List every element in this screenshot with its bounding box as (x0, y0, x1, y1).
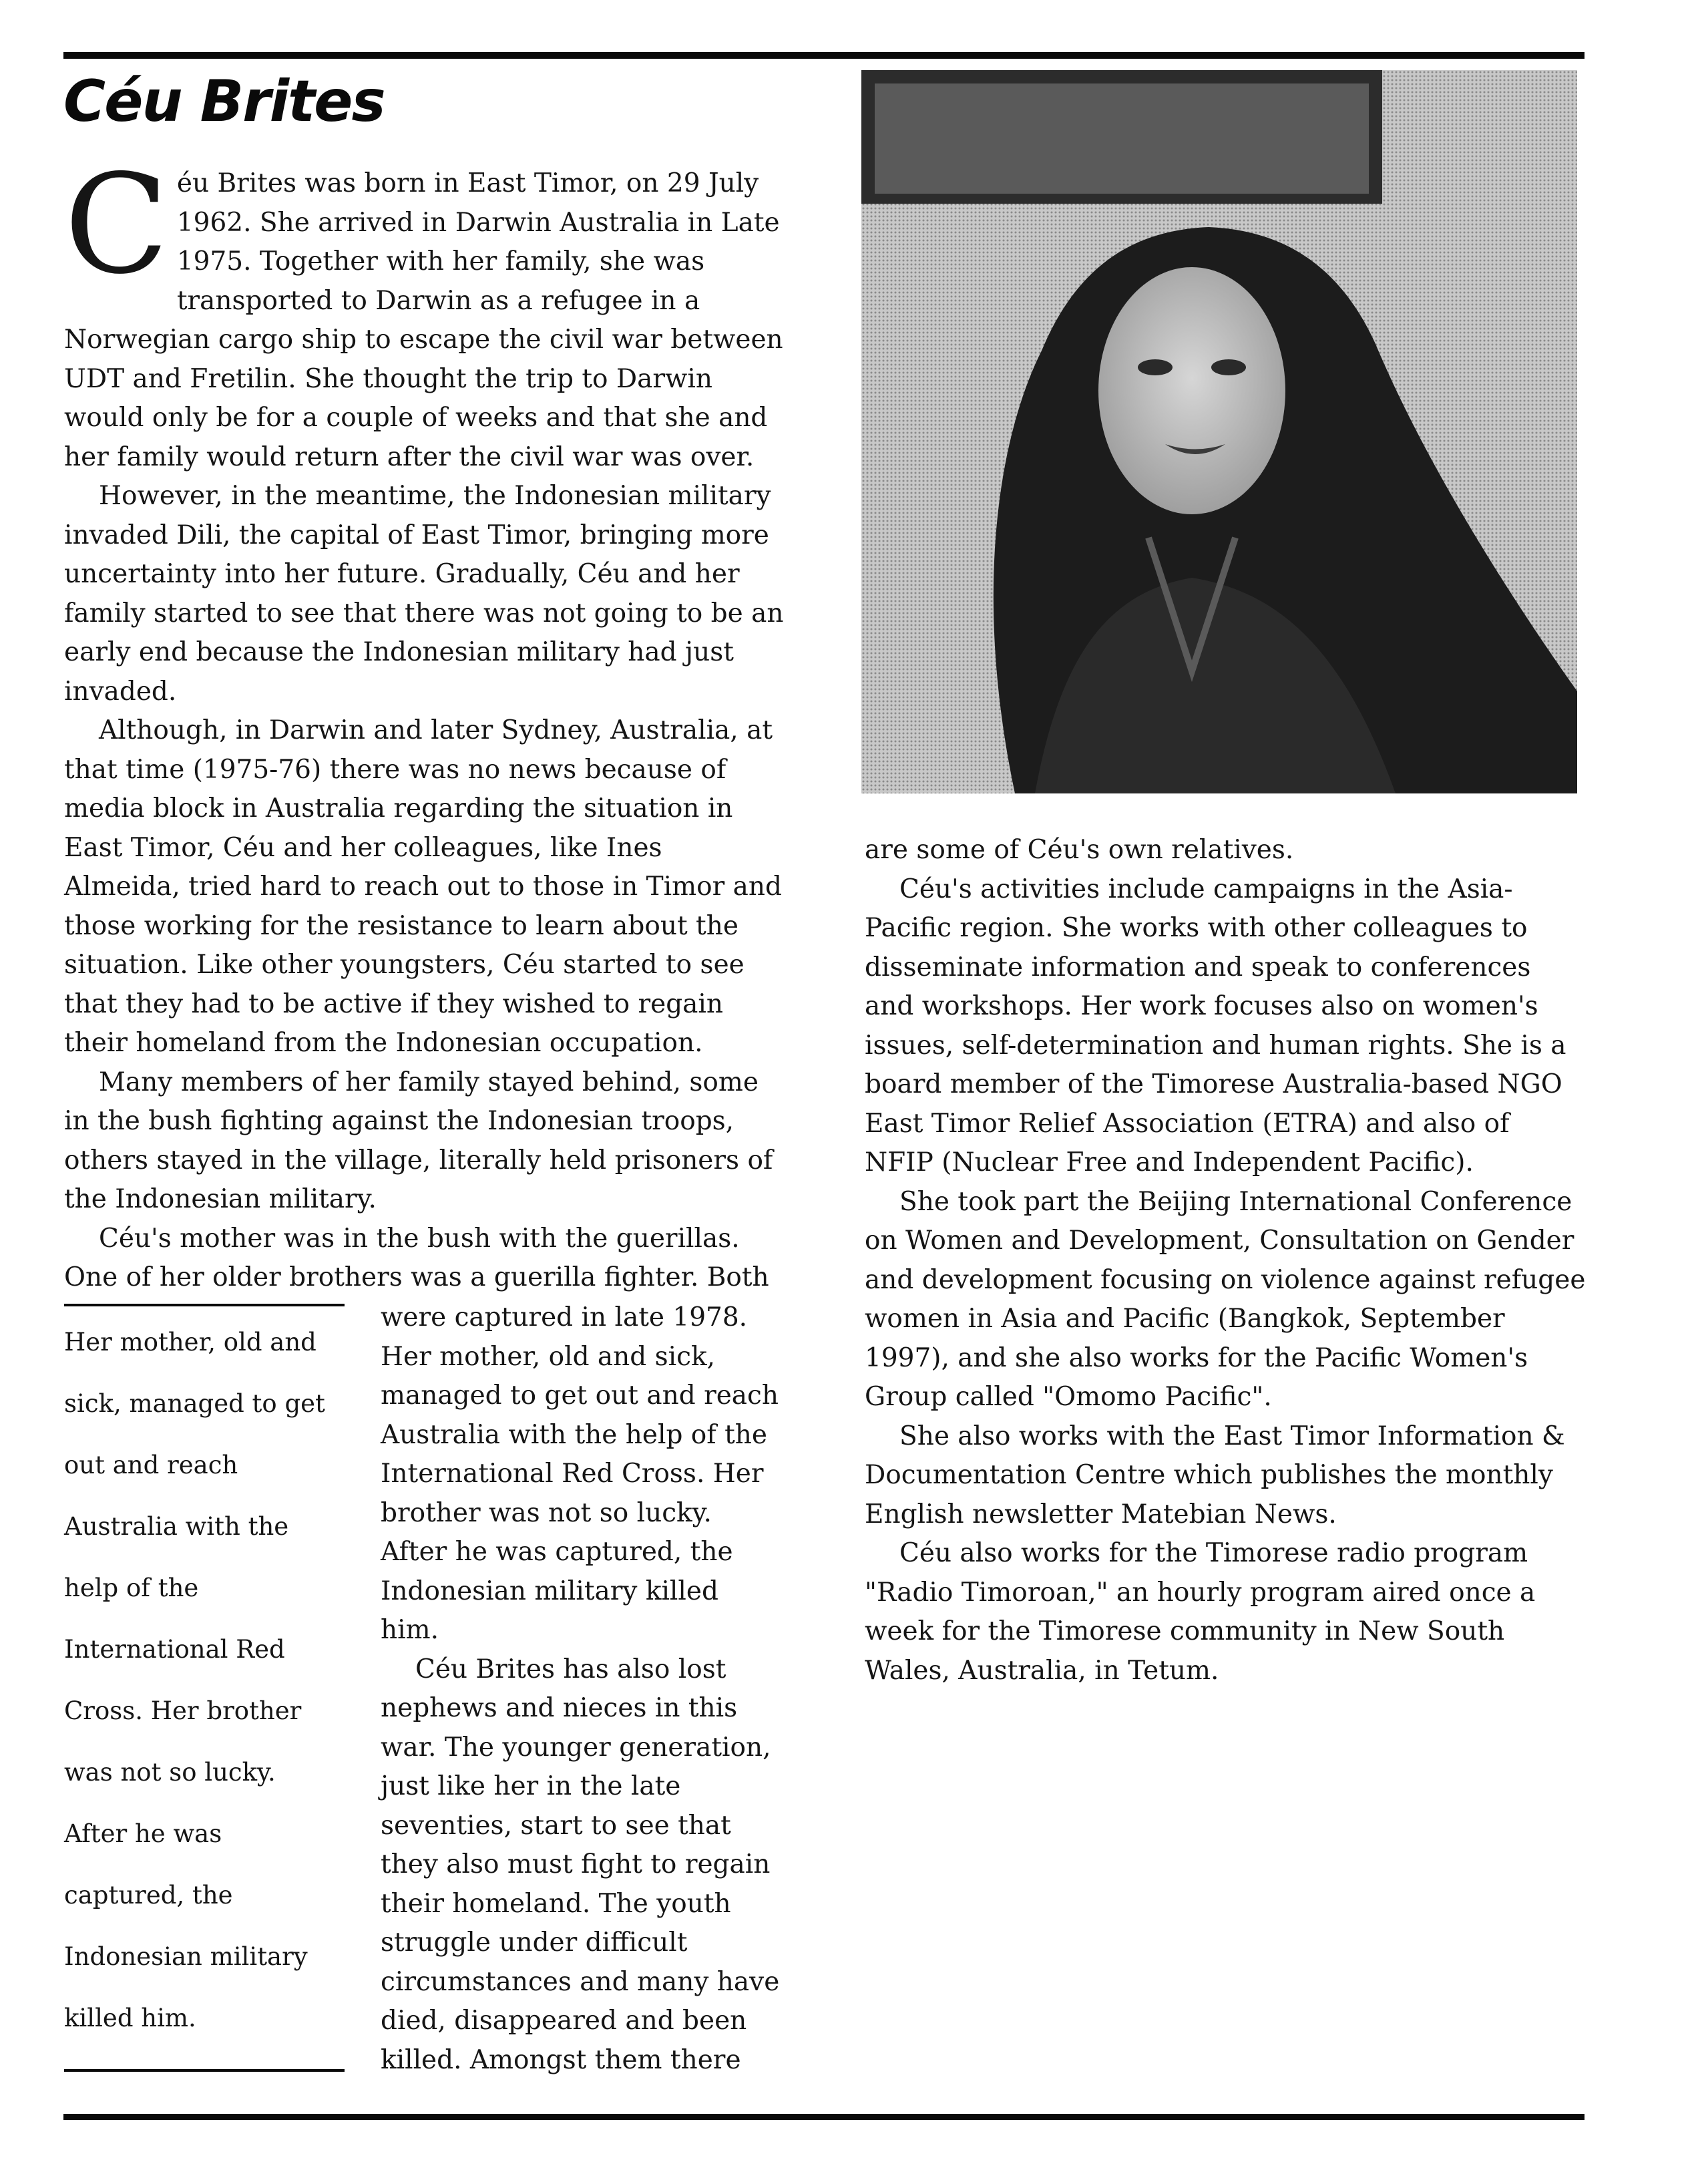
paragraph: Céu also works for the Timorese radio program "Radio Timoroan," an hourly program aired once a week for the Timorese community in New South Wales, Australia, in Tetum. (865, 1538, 1536, 1686)
paragraph: Céu Brites was born in East Timor, on 29 July 1962. She arrived in Darwin Australia in Late 1975. Together with her family, she was transported to Darwin as a refugee in a Norwegian cargo ship to escape the civil war between UDT and Fretilin. She thought the trip to Darwin would only be for a couple of weeks and that she and her family would return after the civil war was over. (64, 146, 783, 472)
paragraph: Céu's mother was in the bush with the guerillas. One of her older brothers was a guerilla fighter. Both (64, 1223, 769, 1292)
paragraph: She also works with the East Timor Information & Documentation Centre which publishes the monthly English newsletter Matebian News. (865, 1421, 1565, 1529)
bottom-rule (63, 2114, 1585, 2120)
pull-quote: Her mother, old and sick, managed to get out and reach Australia with the help of the International Red Cross. Her brother was not so lucky. After he was captured, the Indonesian military killed him. (64, 1304, 345, 2072)
paragraph: Céu Brites has also lost nephews and nieces in this war. The younger generation, just like her in the late seventies, start to see that they also must fight to regain their homeland. The youth struggle under difficult circumstances and many have died, disappeared and been killed. Amongst them there (381, 1654, 780, 2075)
right-column (865, 831, 1586, 1690)
paragraph: Many members of her family stayed behind, some in the bush fighting against the Indonesian troops, others stayed in the village, literally held prisoners of the Indonesian military. (64, 1067, 773, 1214)
paragraph: are some of Céu's own relatives. (865, 835, 1294, 865)
paragraph: Although, in Darwin and later Sydney, Australia, at that time (1975-76) there was no news because of media block in Australia regarding the situation in East Timor, Céu and her colleagues, like Ines Almeida, tried hard to reach out to those in Timor and those working for the resistance to learn about the situation. Like other youngsters, Céu started to see that they had to be active if they wished to regain their homeland from the Indonesian occupation. (64, 715, 782, 1058)
paragraph: However, in the meantime, the Indonesian military invaded Dili, the capital of East Timor, bringing more uncertainty into her future. Gradually, Céu and her family started to see that there was not going to be an early end because the Indonesian military had just invaded. (64, 481, 784, 707)
paragraph: were captured in late 1978. Her mother, old and sick, managed to get out and reach Australia with the help of the International Red Cross. Her brother was not so lucky. After he was captured, the Indonesian military killed him. (381, 1302, 779, 1645)
portrait-image (861, 70, 1577, 793)
middle-column (381, 1298, 781, 2080)
article-title: Céu Brites (63, 68, 385, 135)
left-column (64, 146, 785, 1298)
paragraph: Céu's activities include campaigns in the Asia-Pacific region. She works with other colleagues to disseminate information and speak to conferences and workshops. Her work focuses also on women's issues, self-determination and human rights. She is a board member of the Timorese Australia-based NGO East Timor Relief Association (ETRA) and also of NFIP (Nuclear Free and Independent Pacific). (865, 874, 1566, 1177)
top-rule (63, 52, 1585, 59)
portrait-photo (861, 70, 1577, 793)
paragraph: She took part the Beijing International Conference on Women and Development, Consultation on Gender and development focusing on violence against refugee women in Asia and Pacific (Bangkok, September 1997), and she also works for the Pacific Women's Group called "Omomo Pacific". (865, 1186, 1586, 1412)
